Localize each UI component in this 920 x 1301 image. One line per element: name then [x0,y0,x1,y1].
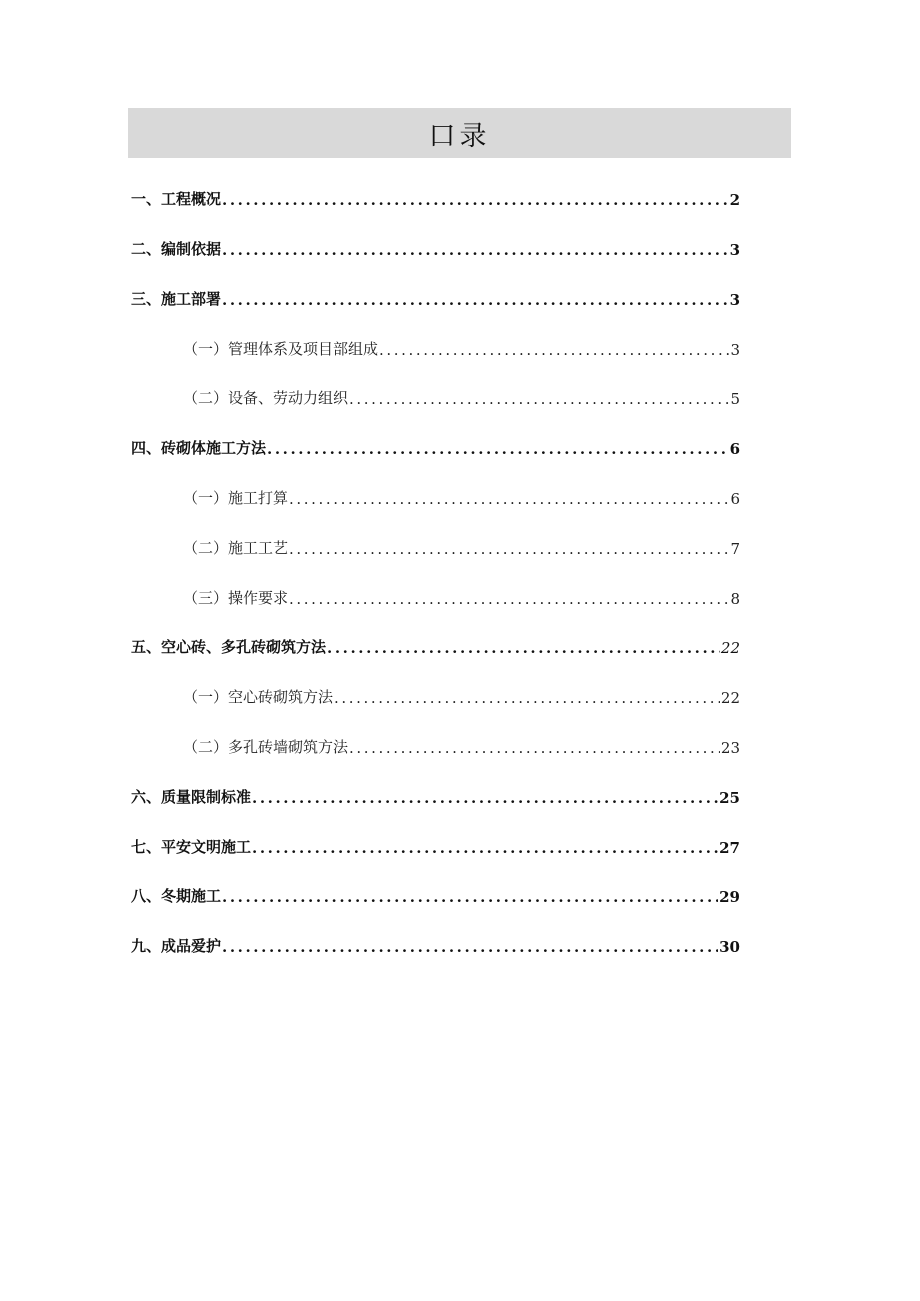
toc-entry-label: 九、成品爱护 [131,937,222,955]
toc-leader-dots [267,440,729,458]
toc-leader-dots [349,739,720,757]
toc-leader-dots [327,639,720,657]
toc-leader-dots [222,241,729,259]
toc-entry-page: 8 [730,590,740,608]
toc-subentry[interactable] [183,733,740,757]
toc-leader-dots [252,789,718,807]
toc-entry-label: 二、编制依据 [131,240,222,258]
toc-entry[interactable] [131,783,740,807]
toc-entry-label: （二）多孔砖墙砌筑方法 [183,738,349,756]
toc-leader-dots [334,689,720,707]
toc-entry-page: 22 [720,639,740,657]
toc-entry-label: （一）管理体系及项目部组成 [183,340,379,358]
toc-subentry[interactable] [183,335,740,359]
toc-entry-page: 5 [730,390,740,408]
toc-subentry[interactable] [183,384,740,408]
toc-entry-label: （二）施工工艺 [183,539,289,557]
toc-entry[interactable] [131,882,740,906]
toc-leader-dots [222,191,729,209]
toc-subentry[interactable] [183,584,740,608]
toc-leader-dots [379,341,729,359]
toc-entry[interactable] [131,932,740,956]
toc-entry-page: 2 [729,191,740,209]
toc-entry[interactable] [131,633,740,657]
toc-entry-label: 八、冬期施工 [131,887,222,905]
toc-leader-dots [289,540,729,558]
toc-subentry[interactable] [183,534,740,558]
toc-entry-label: 五、空心砖、多孔砖砌筑方法 [131,638,327,656]
toc-leader-dots [252,839,718,857]
toc-entry-label: 一、工程概况 [131,190,222,208]
toc-entry-page: 6 [730,490,740,508]
toc-entry-page: 25 [719,789,740,807]
toc-entry-label: 三、施工部署 [131,290,222,308]
toc-entry[interactable] [131,235,740,259]
toc-entry-label: （一）施工打算 [183,489,289,507]
toc-entry-page: 22 [720,689,740,707]
toc-entry-label: 四、砖砌体施工方法 [131,439,267,457]
toc-leader-dots [222,888,718,906]
toc-entry[interactable] [131,285,740,309]
toc-entry-label: （三）操作要求 [183,589,289,607]
toc-entry[interactable] [131,833,740,857]
toc-leader-dots [289,490,729,508]
toc-entry-page: 27 [719,839,740,857]
toc-leader-dots [289,590,729,608]
toc-leader-dots [349,390,729,408]
toc-entry-label: （二）设备、劳动力组织 [183,389,349,407]
toc-title-bar [128,108,791,158]
toc-entry-page: 6 [729,440,740,458]
toc-entry-label: （一）空心砖砌筑方法 [183,688,334,706]
toc-entry[interactable] [131,434,740,458]
toc-subentry[interactable] [183,484,740,508]
toc-title: 口录 [428,120,491,152]
toc-entry-page: 3 [729,241,740,259]
toc-leader-dots [222,291,729,309]
toc-entry[interactable] [131,185,740,209]
toc-entry-label: 七、平安文明施工 [131,838,252,856]
toc-entry-page: 3 [730,341,740,359]
toc-entry-page: 29 [719,888,740,906]
toc-entry-page: 3 [729,291,740,309]
toc-leader-dots [222,938,718,956]
toc-entry-page: 7 [730,540,740,558]
toc-entry-label: 六、质量限制标准 [131,788,252,806]
toc-subentry[interactable] [183,683,740,707]
toc-entry-page: 30 [719,938,740,956]
toc-entry-page: 23 [720,739,740,757]
